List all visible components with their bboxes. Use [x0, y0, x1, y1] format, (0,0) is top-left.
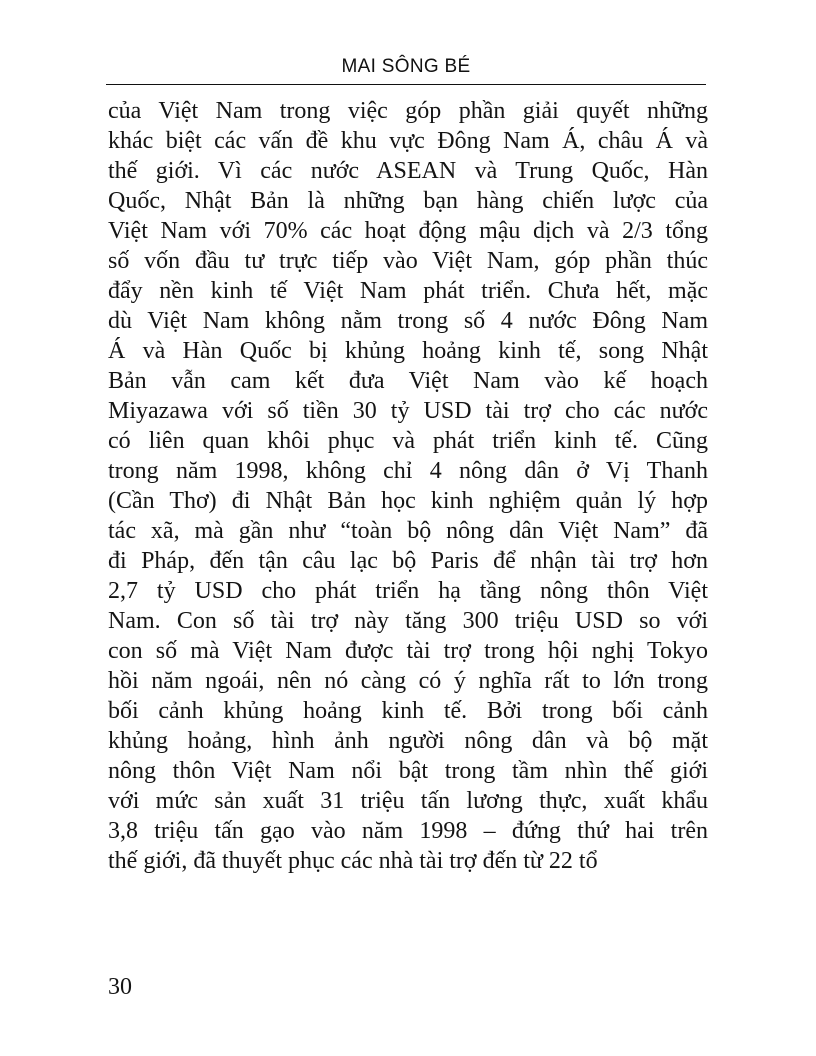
text-line: thế giới. Vì các nước ASEAN và Trung Quốc, Hàn: [108, 158, 708, 184]
text-line: khủng hoảng, hình ảnh người nông dân và bộ mặt: [108, 728, 708, 754]
text-line: hồi năm ngoái, nên nó càng có ý nghĩa rất to lớn trong: [108, 668, 708, 694]
body-paragraph: [108, 96, 708, 876]
text-line: (Cần Thơ) đi Nhật Bản học kinh nghiệm quản lý hợp: [108, 488, 708, 514]
text-line: có liên quan khôi phục và phát triển kinh tế. Cũng: [108, 428, 708, 454]
text-line: dù Việt Nam không nằm trong số 4 nước Đông Nam: [108, 308, 708, 334]
text-line: trong năm 1998, không chỉ 4 nông dân ở Vị Thanh: [108, 458, 708, 484]
header-rule: [106, 84, 706, 85]
text-line: số vốn đầu tư trực tiếp vào Việt Nam, góp phần thúc: [108, 248, 708, 274]
text-line: 3,8 triệu tấn gạo vào năm 1998 – đứng thứ hai trên: [108, 818, 708, 844]
text-line: đi Pháp, đến tận câu lạc bộ Paris để nhận tài trợ hơn: [108, 548, 708, 574]
page-number: 30: [108, 974, 132, 1000]
text-line: với mức sản xuất 31 triệu tấn lương thực, xuất khẩu: [108, 788, 708, 814]
text-line: bối cảnh khủng hoảng kinh tế. Bởi trong bối cảnh: [108, 698, 708, 724]
text-line: Nam. Con số tài trợ này tăng 300 triệu USD so với: [108, 608, 708, 634]
text-line: tác xã, mà gần như “toàn bộ nông dân Việt Nam” đã: [108, 518, 708, 544]
text-line: Việt Nam với 70% các hoạt động mậu dịch và 2/3 tổng: [108, 218, 708, 244]
text-line: Miyazawa với số tiền 30 tỷ USD tài trợ cho các nước: [108, 398, 708, 424]
text-line: Bản vẫn cam kết đưa Việt Nam vào kế hoạch: [108, 368, 708, 394]
text-line: thế giới, đã thuyết phục các nhà tài trợ đến từ 22 tổ: [108, 848, 598, 874]
text-line: đẩy nền kinh tế Việt Nam phát triển. Chưa hết, mặc: [108, 278, 708, 304]
text-line: của Việt Nam trong việc góp phần giải quyết những: [108, 98, 708, 124]
text-line: 2,7 tỷ USD cho phát triển hạ tầng nông thôn Việt: [108, 578, 708, 604]
text-line: Á và Hàn Quốc bị khủng hoảng kinh tế, song Nhật: [108, 338, 708, 364]
running-header: MAI SÔNG BÉ: [341, 56, 471, 77]
text-line: nông thôn Việt Nam nổi bật trong tầm nhìn thế giới: [108, 758, 708, 784]
text-line: con số mà Việt Nam được tài trợ trong hội nghị Tokyo: [108, 638, 708, 664]
text-line: Quốc, Nhật Bản là những bạn hàng chiến lược của: [108, 188, 708, 214]
text-line: khác biệt các vấn đề khu vực Đông Nam Á, châu Á và: [108, 128, 708, 154]
